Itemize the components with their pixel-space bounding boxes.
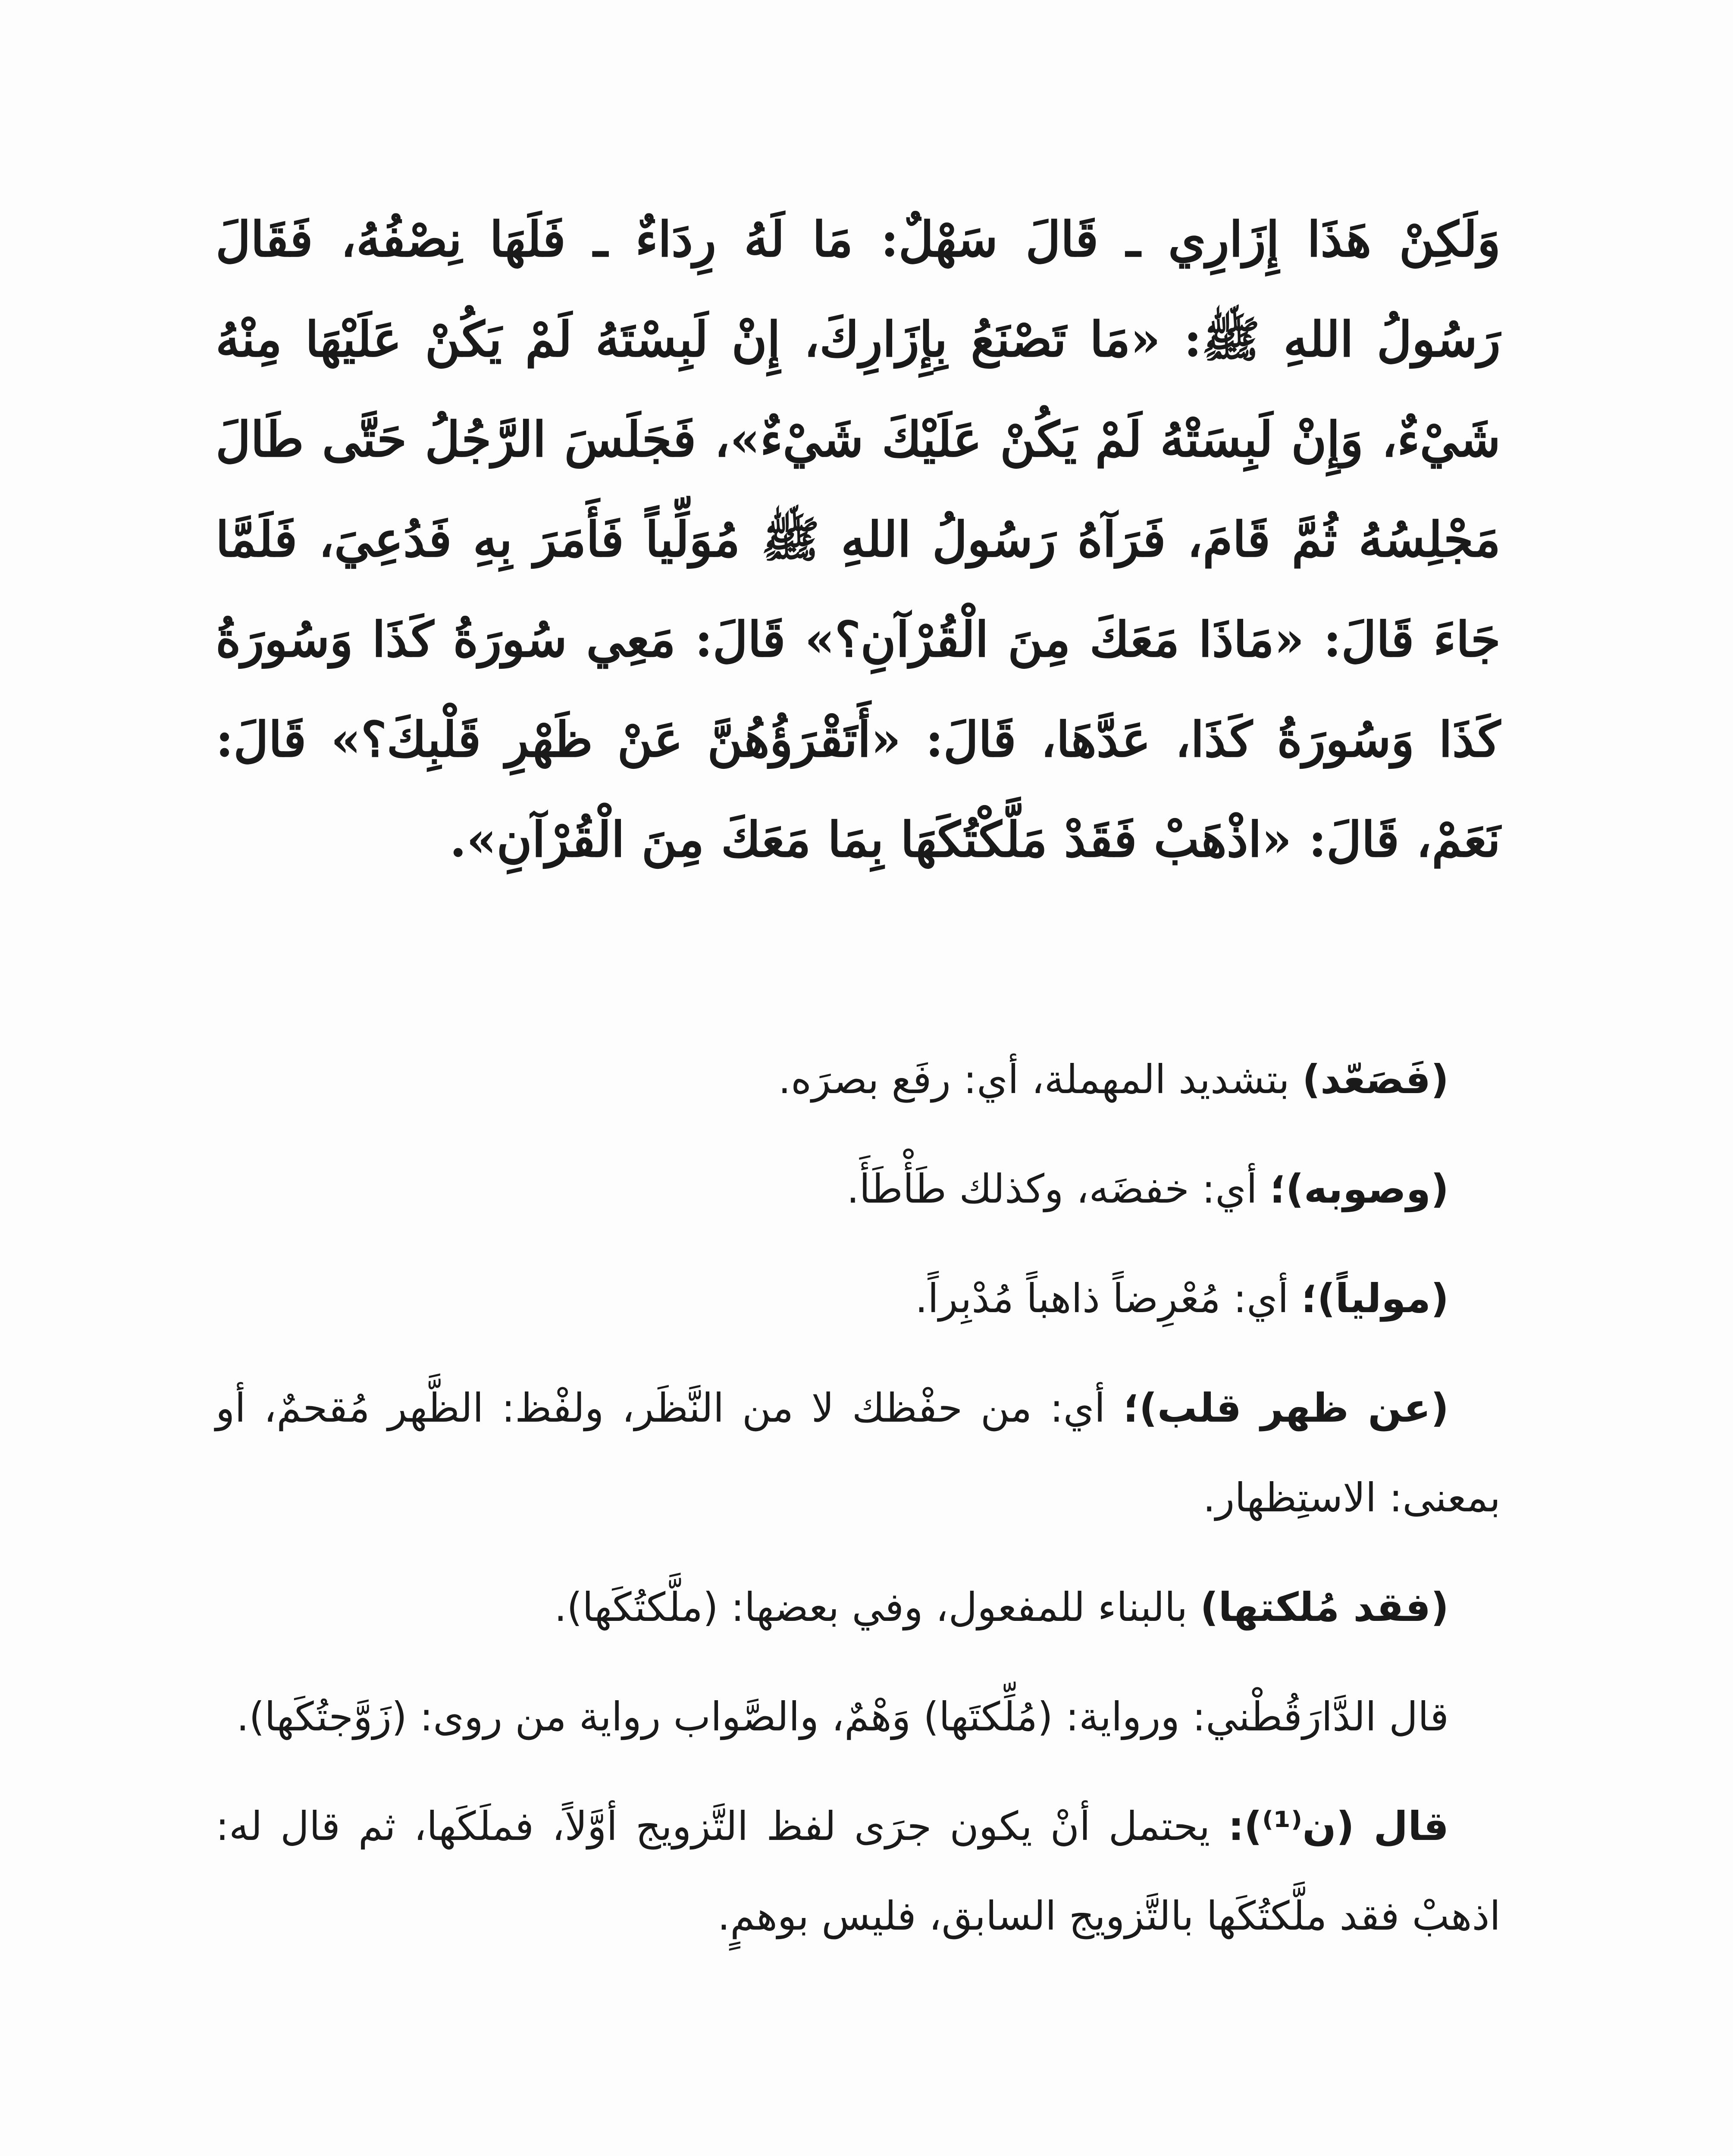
note-text: أي: مُعْرِضاً ذاهباً مُدْبِراً. (915, 1275, 1301, 1322)
note-text: أي: من حفْظك لا من النَّظَر، ولفْظ: الظَّهر مُقحمٌ، أو بمعنى: الاستِظهار. (216, 1385, 1501, 1521)
commentary-note (216, 1144, 1501, 1234)
note-head: (مولياً)؛ (1301, 1275, 1449, 1322)
note-head: قال (ن⁽¹⁾): (1228, 1803, 1449, 1849)
note-text: بالبناء للمفعول، وفي بعضها: (ملَّكتُكَها). (554, 1584, 1200, 1630)
commentary (216, 1035, 1501, 1981)
note-head: (عن ظهر قلب)؛ (1123, 1385, 1449, 1431)
note-head: (وصوبه)؛ (1270, 1166, 1449, 1212)
note-text: بتشديد المهملة، أي: رفَع بصرَه. (778, 1056, 1302, 1103)
commentary-note (216, 1563, 1501, 1652)
note-text: أي: خفضَه، وكذلك طَأْطَأَ. (846, 1166, 1270, 1212)
hadith-text: وَلَكِنْ هَذَا إِزَارِي ـ قَالَ سَهْلٌ: مَا لَهُ رِدَاءٌ ـ فَلَهَا نِصْفُهُ، فَقَالَ رَسُولُ اللهِ ﷺ: «مَا تَصْنَعُ بِإِزَارِكَ، إِنْ لَبِسْتَهُ لَمْ يَكُنْ عَلَيْهَا مِنْهُ شَيْءٌ، وَإِنْ لَبِسَتْهُ لَمْ يَكُنْ عَلَيْكَ شَيْءٌ»، فَجَلَسَ الرَّجُلُ حَتَّى طَالَ مَجْلِسُهُ ثُمَّ قَامَ، فَرَآهُ رَسُولُ اللهِ ﷺ مُوَلِّياً فَأَمَرَ بِهِ فَدُعِيَ، فَلَمَّا جَاءَ قَالَ: «مَاذَا مَعَكَ مِنَ الْقُرْآنِ؟» قَالَ: مَعِي سُورَةُ كَذَا وَسُورَةُ كَذَا وَسُورَةُ كَذَا، عَدَّهَا، قَالَ: «أَتَقْرَؤُهُنَّ عَنْ ظَهْرِ قَلْبِكَ؟» قَالَ: نَعَمْ، قَالَ: «اذْهَبْ فَقَدْ مَلَّكْتُكَهَا بِمَا مَعَكَ مِنَ الْقُرْآنِ». (216, 211, 1501, 868)
commentary-note (216, 1254, 1501, 1344)
note-text: يحتمل أنْ يكون جرَى لفظ التَّزويج أوَّلاً، فملَكَها، ثم قال له: اذهبْ فقد ملَّكتُكَها بالتَّزويج السابق، فليس بوهمٍ. (216, 1803, 1501, 1939)
commentary-note (216, 1782, 1501, 1961)
commentary-note (216, 1363, 1501, 1543)
note-head: (فَصَعّد) (1302, 1056, 1449, 1103)
note-text: قال الدَّارَقُطْني: ورواية: (مُلِّكتَها) وَهْمٌ، والصَّواب رواية من روى: (زَوَّجتُكَها). (236, 1694, 1449, 1740)
commentary-note (216, 1672, 1501, 1762)
commentary-note (216, 1035, 1501, 1125)
note-head: (فقد مُلكتها) (1200, 1584, 1449, 1630)
